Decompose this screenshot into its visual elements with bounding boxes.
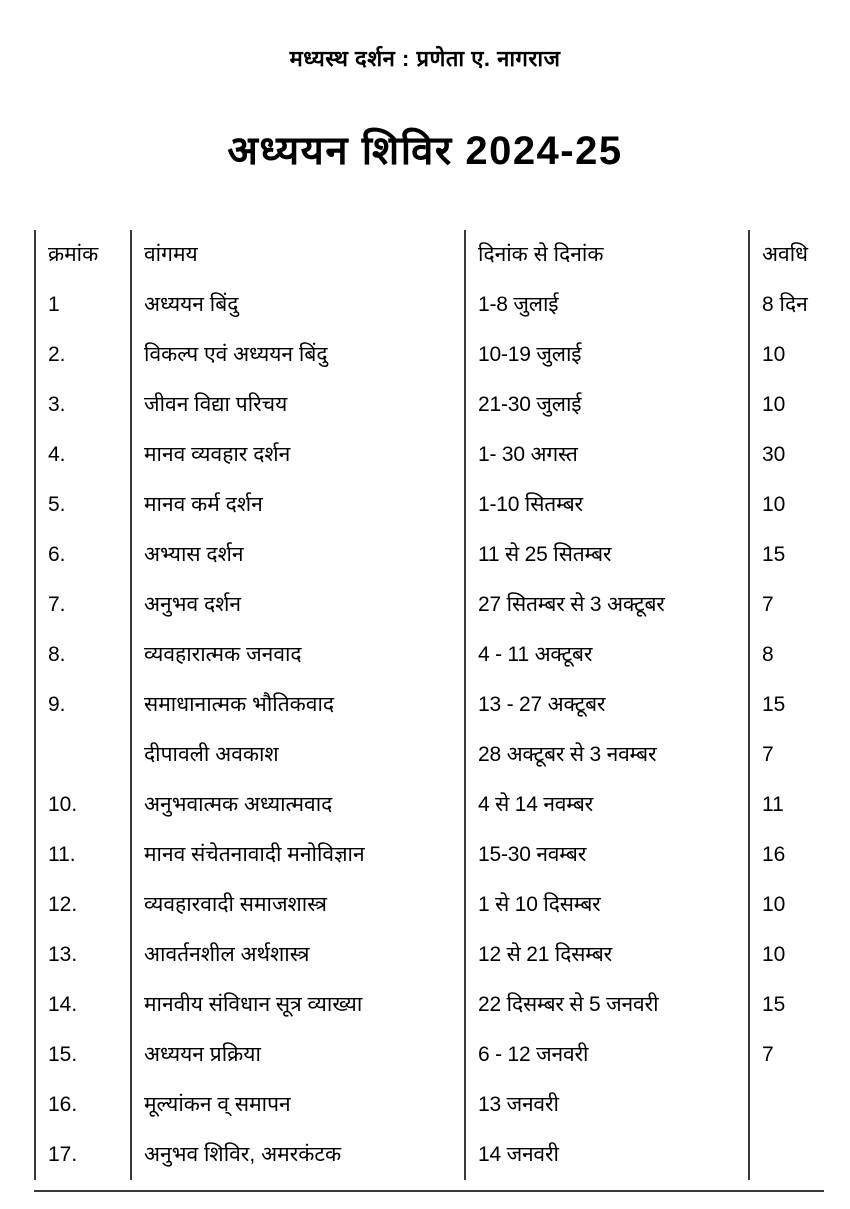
- table-row: [35, 380, 825, 430]
- cell-dates: 1- 30 अगस्त: [465, 430, 749, 480]
- table-row: [35, 980, 825, 1030]
- column-header-dates: दिनांक से दिनांक: [465, 230, 749, 280]
- cell-serial: 4.: [35, 430, 131, 480]
- document-header-line: मध्यस्थ दर्शन : प्रणेता ए. नागराज: [289, 46, 561, 71]
- table-bottom-rule: [34, 1190, 824, 1192]
- cell-serial: 5.: [35, 480, 131, 530]
- table-row: [35, 780, 825, 830]
- column-header-subject: वांगमय: [131, 230, 465, 280]
- cell-dates: 11 से 25 सितम्बर: [465, 530, 749, 580]
- cell-duration: 11: [762, 792, 784, 816]
- cell-dates: 21-30 जुलाई: [465, 380, 749, 430]
- cell-serial: [35, 730, 131, 780]
- cell-duration: 30: [762, 442, 786, 466]
- cell-subject: अनुभव दर्शन: [131, 580, 465, 630]
- cell-subject: व्यवहारात्मक जनवाद: [131, 630, 465, 680]
- cell-subject: आवर्तनशील अर्थशास्त्र: [131, 930, 465, 980]
- table-row: [35, 1030, 825, 1080]
- column-header-serial: क्रमांक: [35, 230, 131, 280]
- cell-subject: विकल्प एवं अध्ययन बिंदु: [131, 330, 465, 380]
- table-header-row: [35, 230, 825, 280]
- cell-dates: 14 जनवरी: [465, 1130, 749, 1180]
- cell-dates: 1-8 जुलाई: [465, 280, 749, 330]
- cell-duration: 8 दिन: [762, 292, 808, 316]
- cell-dates: 12 से 21 दिसम्बर: [465, 930, 749, 980]
- table-row: [35, 530, 825, 580]
- table-row: [35, 580, 825, 630]
- table-row: [35, 680, 825, 730]
- cell-duration: 8: [762, 642, 774, 666]
- cell-subject: दीपावली अवकाश: [131, 730, 465, 780]
- cell-subject: अनुभव शिविर, अमरकंटक: [131, 1130, 465, 1180]
- table-row: [35, 280, 825, 330]
- table-row: [35, 480, 825, 530]
- cell-dates: 4 - 11 अक्टूबर: [465, 630, 749, 680]
- cell-serial: 13.: [35, 930, 131, 980]
- table-row: [35, 330, 825, 380]
- cell-dates: 27 सितम्बर से 3 अक्टूबर: [465, 580, 749, 630]
- page-title: अध्ययन शिविर 2024-25: [227, 129, 623, 173]
- cell-serial: 14.: [35, 980, 131, 1030]
- cell-subject: अध्ययन बिंदु: [131, 280, 465, 330]
- table-body: [35, 280, 825, 1180]
- cell-subject: अनुभवात्मक अध्यात्मवाद: [131, 780, 465, 830]
- cell-serial: 3.: [35, 380, 131, 430]
- column-header-duration: अवधि: [762, 242, 809, 266]
- cell-duration: 10: [762, 492, 786, 516]
- cell-duration: 10: [762, 942, 786, 966]
- cell-serial: 15.: [35, 1030, 131, 1080]
- cell-serial: 7.: [35, 580, 131, 630]
- cell-subject: जीवन विद्या परिचय: [131, 380, 465, 430]
- cell-subject: मानव व्यवहार दर्शन: [131, 430, 465, 480]
- table-row: [35, 930, 825, 980]
- cell-subject: मानवीय संविधान सूत्र व्याख्या: [131, 980, 465, 1030]
- cell-serial: 6.: [35, 530, 131, 580]
- cell-dates: 1 से 10 दिसम्बर: [465, 880, 749, 930]
- cell-dates: 6 - 12 जनवरी: [465, 1030, 749, 1080]
- cell-serial: 8.: [35, 630, 131, 680]
- schedule-table-container: [34, 230, 824, 1191]
- cell-serial: 16.: [35, 1080, 131, 1130]
- cell-subject: मूल्यांकन व् समापन: [131, 1080, 465, 1130]
- cell-serial: 11.: [35, 830, 131, 880]
- cell-duration: 15: [762, 992, 786, 1016]
- cell-dates: 13 जनवरी: [465, 1080, 749, 1130]
- cell-serial: 2.: [35, 330, 131, 380]
- cell-dates: 28 अक्टूबर से 3 नवम्बर: [465, 730, 749, 780]
- cell-subject: व्यवहारवादी समाजशास्त्र: [131, 880, 465, 930]
- cell-serial: 9.: [35, 680, 131, 730]
- cell-serial: 10.: [35, 780, 131, 830]
- cell-duration: 7: [762, 592, 774, 616]
- table-row: [35, 630, 825, 680]
- cell-subject: मानव कर्म दर्शन: [131, 480, 465, 530]
- cell-duration: 7: [762, 742, 774, 766]
- cell-dates: 22 दिसम्बर से 5 जनवरी: [465, 980, 749, 1030]
- table-row: [35, 880, 825, 930]
- table-row: [35, 730, 825, 780]
- cell-dates: 13 - 27 अक्टूबर: [465, 680, 749, 730]
- cell-dates: 1-10 सितम्बर: [465, 480, 749, 530]
- table-head: [35, 230, 825, 280]
- cell-dates: 4 से 14 नवम्बर: [465, 780, 749, 830]
- cell-serial: 17.: [35, 1130, 131, 1180]
- cell-duration: 16: [762, 842, 786, 866]
- cell-dates: 10-19 जुलाई: [465, 330, 749, 380]
- cell-duration: 10: [762, 342, 786, 366]
- cell-duration: [749, 1080, 825, 1130]
- cell-serial: 12.: [35, 880, 131, 930]
- cell-duration: 15: [762, 542, 786, 566]
- table-row: [35, 830, 825, 880]
- cell-duration: 15: [762, 692, 786, 716]
- cell-subject: समाधानात्मक भौतिकवाद: [131, 680, 465, 730]
- cell-subject: अध्ययन प्रक्रिया: [131, 1030, 465, 1080]
- cell-duration: 10: [762, 392, 786, 416]
- table-row: [35, 1130, 825, 1180]
- cell-duration: [749, 1130, 825, 1180]
- schedule-table: [34, 230, 826, 1180]
- cell-duration: 7: [762, 1042, 774, 1066]
- cell-duration: 10: [762, 892, 786, 916]
- cell-dates: 15-30 नवम्बर: [465, 830, 749, 880]
- table-row: [35, 1080, 825, 1130]
- cell-serial: 1: [35, 280, 131, 330]
- cell-subject: मानव संचेतनावादी मनोविज्ञान: [131, 830, 465, 880]
- cell-subject: अभ्यास दर्शन: [131, 530, 465, 580]
- table-row: [35, 430, 825, 480]
